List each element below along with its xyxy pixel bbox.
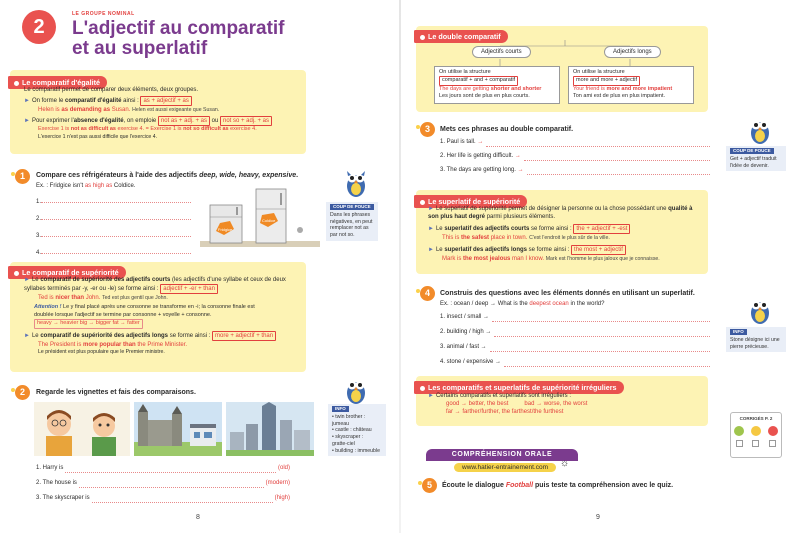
short-adj-panel: On utilise la structure comparatif + and + comparatif The days are getting shorter and shorter Les jours sont de plus en plus courts. — [434, 66, 560, 104]
oral-url-link[interactable]: www.hatier-entrainement.com — [454, 463, 556, 472]
answer-line[interactable] — [527, 166, 710, 175]
self-assessment-card — [730, 412, 782, 458]
list-item: 1. Harry is (old) — [36, 465, 290, 471]
answer-line[interactable] — [92, 494, 273, 503]
formula-as-as: as + adjectif + as — [140, 96, 191, 106]
double-header: Le double comparatif — [414, 30, 508, 43]
exercise-5-prompt: Écoute le dialogue Football puis teste ta compréhension avec le quiz. — [442, 482, 674, 489]
checkbox[interactable] — [752, 440, 759, 447]
exercise-2-prompt: Regarde les vignettes et fais des comparaisons. — [36, 389, 196, 396]
list-item: 3. The skyscraper is (high) — [36, 495, 290, 501]
page-number-right: 9 — [596, 514, 600, 521]
exercise-4-answers: 1. insect / small → 2. building / high → 3. animal / fast → 4. stone / expensive → — [440, 313, 710, 367]
answer-line[interactable] — [41, 211, 191, 220]
exercise-1-example: Ex. : Fridgice isn't as high as Coldice. — [36, 183, 136, 189]
egalite-header: Le comparatif d'égalité — [8, 76, 107, 89]
neutral-face-icon[interactable] — [751, 426, 761, 436]
answer-line[interactable] — [492, 313, 710, 322]
castle-house-illustration — [134, 402, 222, 456]
exercise-3-answers: 1. Paul is tall. → 2. Her life is getting difficult. → 3. The days are getting long. → — [440, 138, 710, 175]
chapter-number: 2 — [33, 16, 45, 38]
exercise-5-number: 5 — [422, 478, 437, 493]
ex1-tip-box: COUP DE POUCE Dans les phrases négatives, en peut remplacer not as par not so. — [326, 202, 378, 241]
exercise-3-number: 3 — [420, 122, 435, 137]
answer-line[interactable] — [65, 464, 276, 473]
section-label: LE GROUPE NOMINAL — [72, 11, 135, 17]
long-adj-panel: On utilise la structure more and more + adjectif Your friend is more and more impatient Ton ami est de plus en plus impatient. — [568, 66, 694, 104]
exercise-2-answers — [36, 464, 290, 503]
exercise-4-number: 4 — [420, 286, 435, 301]
superlatif-content: ► Le superlatif de supériorité permet de désigner la personne ou la chose possédant une qualité à son plus haut degré parmi plusieurs éléments. ► Le superlatif des adjectifs courts se forme ainsi : the + adjectif + -est This is the safest place in town. C'est l'endroit le plus sûr de la ville. ► Le superlatif des adjectifs longs se forme ainsi : the most + adjectif Mark is the most jealous man I know. Mark est l'homme le plus jaloux que je connaisse. — [428, 206, 693, 263]
fridges-illustration — [200, 185, 320, 247]
egalite-intro: Le comparatif permet de comparer deux éléments, deux groupes. — [24, 87, 199, 93]
owl-mascot-icon — [342, 372, 370, 406]
exercise-2-number: 2 — [15, 385, 30, 400]
irreguliers-header: Les comparatifs et superlatifs de supériorité irréguliers — [414, 381, 624, 394]
answer-line[interactable] — [524, 152, 710, 161]
right-page — [400, 0, 800, 533]
superiorite-content: ► Le comparatif de supériorité des adjectifs courts (les adjectifs d'une syllabe et ceux de deux syllabes terminés par -y, -er ou -le) se forme ainsi : adjectif + -er + than Ted is nicer than John. Ted est plus gentil que John. Attention ! Le y final placé après une consonne se transforme en -i; la consonne finale est doublée lorsque l'adjectif se termine par consonne + voyelle + consonne. heavy → heavier big → bigger fat → fatter ► Le comparatif de supériorité des adjectifs longs se forme ainsi : more + adjectif + than The President is more popular than the Prime Minister. Le président est plus populaire que le Premier ministre. — [24, 277, 286, 355]
oral-banner: COMPRÉHENSION ORALE — [426, 449, 578, 461]
superlatif-header: Le superlatif de supériorité — [414, 195, 527, 208]
page-number-left: 8 — [196, 514, 200, 521]
short-adj-title: Adjectifs courts — [472, 46, 531, 58]
owl-mascot-icon — [342, 165, 370, 199]
twins-illustration — [34, 402, 130, 456]
answer-line[interactable] — [504, 358, 710, 367]
egalite-content: Le comparatif permet de comparer deux éléments, deux groupes. ► On forme le comparatif d'égalité ainsi : as + adjectif + as Helen is as demanding as Susan. Helen est aussi exigeante que Susan. ► Pour exprimer l'absence d'égalité, on emploie not as + adj. + as ou not so + adj. + as Exercise 1 is not as difficult as exercise 4. = Exercise 1 is not so difficult as exercise 4. L'exercice 1 n'est pas aussi difficile que l'exercice 4. — [24, 86, 302, 141]
svg-text:Fridgice: Fridgice — [218, 227, 233, 232]
svg-text:Coldice: Coldice — [262, 218, 276, 223]
checkbox[interactable] — [769, 440, 776, 447]
exercise-3-prompt: Mets ces phrases au double comparatif. — [440, 126, 574, 133]
list-item: 2. The house is (modern) — [36, 480, 290, 486]
page-title: L'adjectif au comparatif et au superlatif — [72, 18, 285, 59]
checklist-label: CORRIGÉS P. 2 — [739, 416, 773, 421]
exercise-4-prompt: Construis des questions avec les éléments donnés en utilisant un superlatif. — [440, 290, 695, 297]
answer-line[interactable] — [79, 479, 264, 488]
exercise-1-number: 1 — [15, 169, 30, 184]
superiorite-header: Le comparatif de supériorité — [8, 266, 126, 279]
exercise-4-example: Ex. : ocean / deep → What is the deepest ocean in the world? — [440, 301, 605, 307]
happy-face-icon[interactable] — [734, 426, 744, 436]
irreguliers-content: ► Certains comparatifs et superlatifs sont irréguliers : good → better, the best bad → worse, the worst far → farther/further, the farthest/the furthest — [428, 393, 588, 416]
sad-face-icon[interactable] — [768, 426, 778, 436]
answer-line[interactable] — [41, 194, 191, 203]
answer-line[interactable] — [494, 328, 710, 337]
chapter-badge — [22, 10, 56, 44]
answer-line[interactable] — [486, 138, 710, 147]
ex2-vocab-box: INFO • twin brother : jumeau • castle : château • skyscraper : gratte-ciel • building : immeuble — [328, 404, 386, 456]
headphones-icon: ☼ — [560, 458, 570, 469]
owl-mascot-icon — [746, 112, 774, 146]
ex3-tip-box: COUP DE POUCE Get + adjectif traduit l'idée de devenir. — [726, 146, 786, 171]
exercise-1-lines: 1. 2. 3. 4. — [36, 194, 196, 257]
ex4-info-box: INFO Stone désigne ici une pierre précieuse. — [726, 327, 786, 352]
owl-mascot-icon — [746, 292, 774, 326]
answer-line[interactable] — [41, 245, 191, 254]
exercise-1-prompt: Compare ces réfrigérateurs à l'aide des adjectifs deep, wide, heavy, expensive. — [36, 172, 299, 179]
skyscraper-illustration — [226, 402, 314, 456]
answer-line[interactable] — [41, 228, 191, 237]
long-adj-title: Adjectifs longs — [604, 46, 661, 58]
checkbox[interactable] — [736, 440, 743, 447]
answer-line[interactable] — [490, 343, 710, 352]
